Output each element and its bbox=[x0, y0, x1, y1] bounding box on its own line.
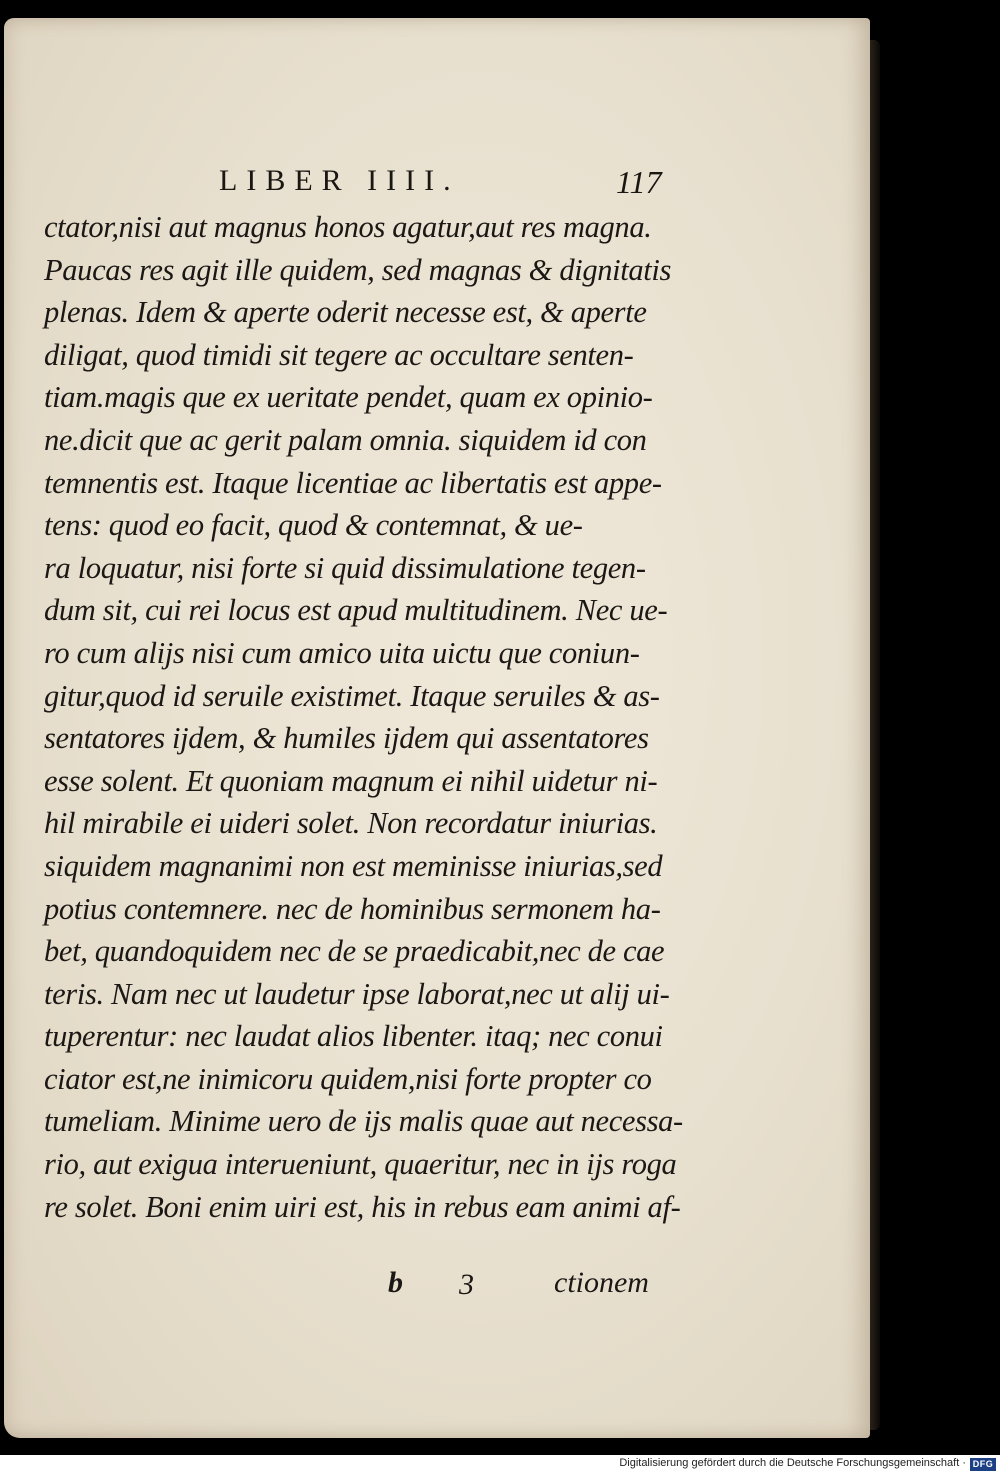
text-line: rio, aut exigua interueniunt, quaeritur, nec in ijs roga bbox=[44, 1147, 677, 1182]
digitization-notice: Digitalisierung gefördert durch die Deutsche Forschungsgemeinschaft · bbox=[619, 1457, 966, 1469]
text-line: ro cum alijs nisi cum amico uita uictu que coniun- bbox=[44, 635, 640, 670]
text-line: bet, quandoquidem nec de se praedicabit,nec de cae bbox=[44, 934, 665, 969]
text-line: esse solent. Et quoniam magnum ei nihil uidetur ni- bbox=[44, 763, 658, 798]
text-line: ctator,nisi aut magnus honos agatur,aut res magna. bbox=[44, 210, 652, 244]
digitization-footer bbox=[0, 1455, 1000, 1475]
signature-mark: b bbox=[388, 1266, 403, 1299]
text-line: potius contemnere. nec de hominibus sermonem ha- bbox=[44, 891, 661, 926]
body-text bbox=[44, 206, 692, 1228]
page-edge bbox=[870, 40, 880, 1430]
text-line: Paucas res agit ille quidem, sed magnas & dignitatis bbox=[44, 252, 672, 287]
text-line: teris. Nam nec ut laudetur ipse laborat,nec ut alij ui- bbox=[44, 976, 670, 1011]
text-line: ra loquatur, nisi forte si quid dissimulatione tegen- bbox=[44, 550, 646, 585]
catchword: ctionem bbox=[554, 1266, 649, 1299]
dfg-logo-icon: DFG bbox=[970, 1458, 996, 1471]
text-line: tens: quod eo facit, quod & contemnat, & ue- bbox=[44, 508, 583, 543]
text-line: dum sit, cui rei locus est apud multitudinem. Nec ue- bbox=[44, 593, 668, 628]
text-line: re solet. Boni enim uiri est, his in rebus eam animi af- bbox=[44, 1189, 681, 1224]
page-number: 117 bbox=[616, 164, 662, 200]
running-head-title: LIBER IIII. bbox=[219, 164, 460, 197]
text-line: plenas. Idem & aperte oderit necesse est, & aperte bbox=[44, 295, 647, 330]
text-line: hil mirabile ei uideri solet. Non recordatur iniurias. bbox=[44, 806, 658, 841]
signature-number: 3 bbox=[459, 1268, 474, 1301]
text-line: tumeliam. Minime uero de ijs malis quae aut necessa- bbox=[44, 1104, 683, 1139]
book-page bbox=[4, 18, 870, 1438]
text-line: ne.dicit que ac gerit palam omnia. siquidem id con bbox=[44, 422, 647, 457]
text-line: tuperentur: nec laudat alios libenter. itaq; nec conui bbox=[44, 1019, 663, 1054]
text-line: ciator est,ne inimicoru quidem,nisi forte propter co bbox=[44, 1061, 652, 1096]
text-line: diligat, quod timidi sit tegere ac occultare senten- bbox=[44, 337, 634, 372]
text-line: temnentis est. Itaque licentiae ac libertatis est appe- bbox=[44, 465, 662, 500]
text-line: siquidem magnanimi non est meminisse iniurias,sed bbox=[44, 848, 663, 883]
text-line: sentatores ijdem, & humiles ijdem qui assentatores bbox=[44, 721, 649, 756]
text-line: tiam.magis que ex ueritate pendet, quam ex opinio- bbox=[44, 380, 653, 415]
text-line: gitur,quod id seruile existimet. Itaque seruiles & as- bbox=[44, 678, 660, 713]
